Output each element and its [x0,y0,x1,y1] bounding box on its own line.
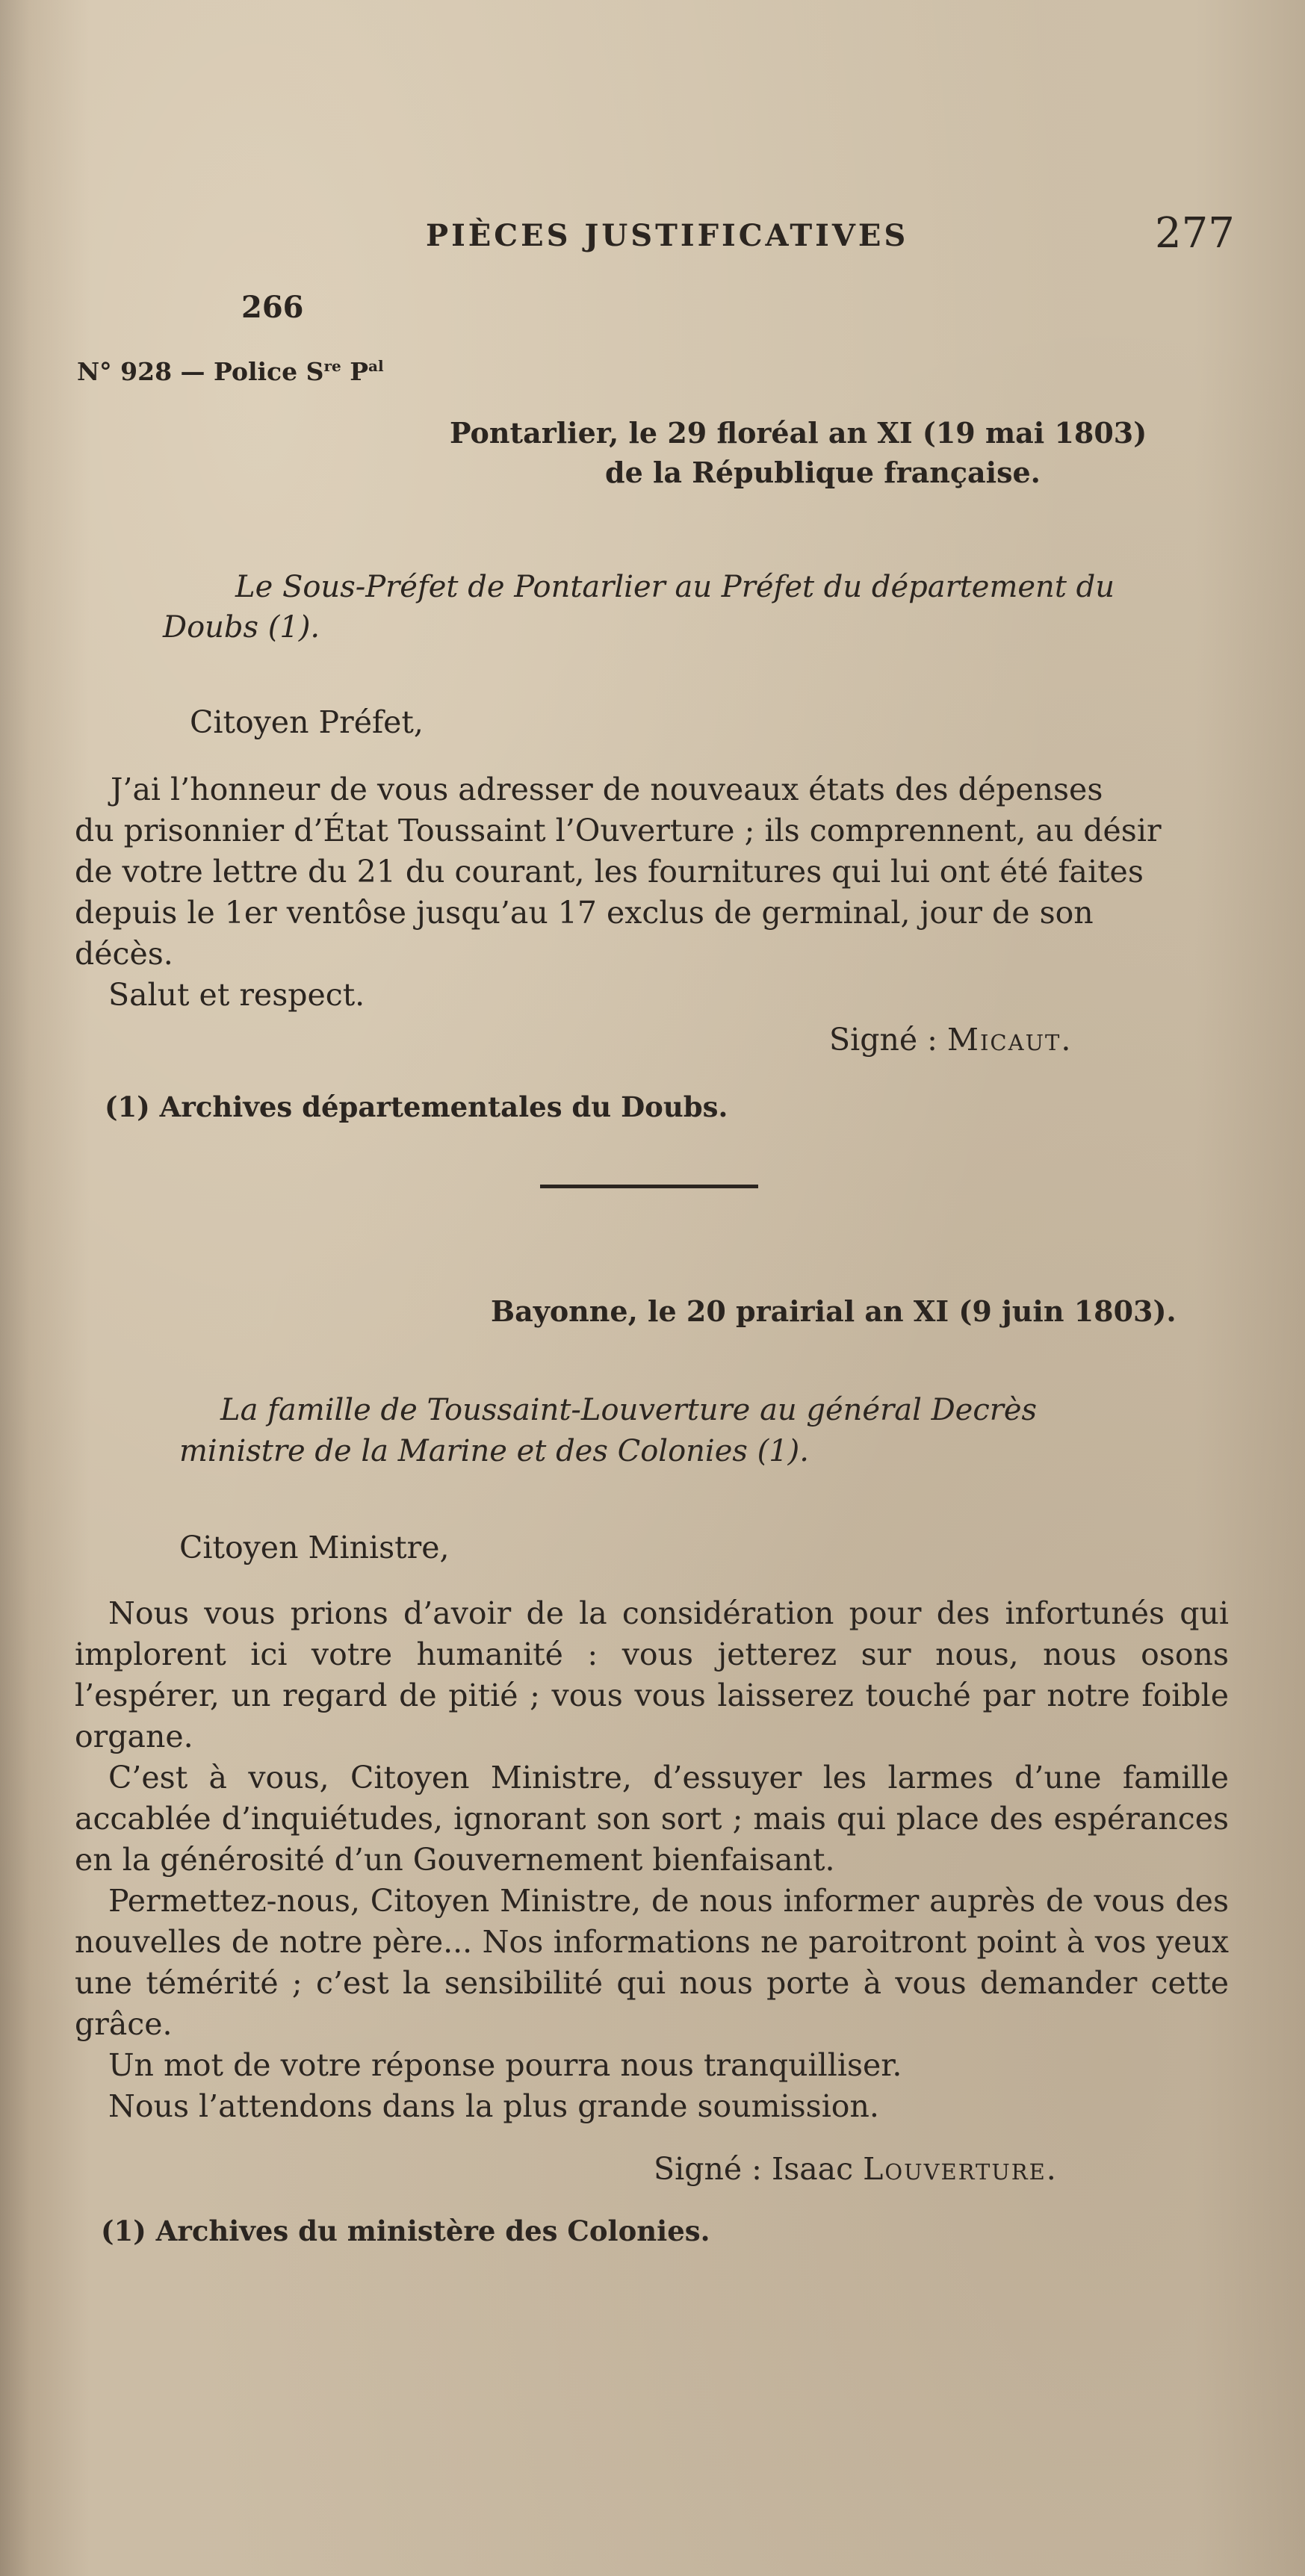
signature-prefix: Signé : [829,1022,947,1058]
letter2-place-date: Bayonne, le 20 prairial an XI (9 juin 1803). [491,1294,1177,1328]
reference-superscript-2: al [368,357,384,375]
letter1-footnote: (1) Archives départementales du Doubs. [105,1090,728,1123]
reference-prefix: N° 928 — Police S [77,357,324,386]
letter1-line: de votre lettre du 21 du courant, les fournitures qui lui ont été faites [75,854,1144,890]
letter1-place-date: Pontarlier, le 29 floréal an XI (19 mai 1803) [450,416,1147,450]
letter2-title-line1: La famille de Toussaint-Louverture au général Decrès [220,1393,1038,1427]
letter2-body [75,1593,1229,2127]
signature-prefix: Signé : Isaac [654,2151,864,2187]
running-title: PIÈCES JUSTIFICATIVES [426,218,909,253]
page-number: 277 [1155,209,1235,258]
letter2-paragraph: Nous vous prions d’avoir de la considération pour des infortunés qui implorent ici votre humanité : vous jetterez sur nous, nous osons l’espérer, un regard de pitié ; vous vous laisserez touché par notre foible organe. [75,1595,1229,1754]
letter2-paragraph: C’est à vous, Citoyen Ministre, d’essuyer les larmes d’une famille accablée d’inquiétudes, ignorant son sort ; mais qui place des espérances en la générosité d’un Gouvernement bienfaisant. [75,1760,1229,1878]
signature-name: Micaut. [947,1022,1073,1058]
signature-name: Louverture. [863,2151,1058,2187]
letter2-title-line2: ministre de la Marine et des Colonies (1). [179,1434,809,1468]
letter1-line: J’ai l’honneur de vous adresser de nouveaux états des dépenses [111,772,1103,807]
letter2-salutation: Citoyen Ministre, [179,1530,450,1565]
letter1-title-line1: Le Sous-Préfet de Pontarlier au Préfet du département du [235,570,1115,604]
letter1-salutation: Citoyen Préfet, [190,704,424,740]
letter1-line: décès. [75,936,173,972]
letter1-closing: Salut et respect. [108,977,365,1013]
letter1-place-date-line2: de la République française. [605,456,1041,489]
letter2-paragraph: Nous l’attendons dans la plus grande soumission. [108,2088,879,2124]
document-reference [77,357,384,386]
letter2-paragraph: Permettez-nous, Citoyen Ministre, de nous informer auprès de vous des nouvelles de notre père... Nos informations ne paroitront point à vos yeux une témérité ; c’est la sensibilité qui nous porte à vous demander cette grâce. [75,1883,1229,2042]
letter1-line: depuis le 1er ventôse jusqu’au 17 exclus de germinal, jour de son [75,895,1094,931]
letter2-footnote: (1) Archives du ministère des Colonies. [101,2215,710,2247]
letter1-signature [829,1019,1072,1060]
letter1-line: du prisonnier d’État Toussaint l’Ouverture ; ils comprennent, au désir [75,813,1162,848]
letter2-signature [654,2149,1058,2189]
document-number: 266 [241,290,304,325]
section-divider [540,1185,758,1188]
reference-superscript-1: re [323,357,341,375]
letter2-paragraph: Un mot de votre réponse pourra nous tranquilliser. [108,2047,902,2083]
reference-mid: P [341,357,369,386]
letter1-title-line2: Doubs (1). [163,610,320,645]
